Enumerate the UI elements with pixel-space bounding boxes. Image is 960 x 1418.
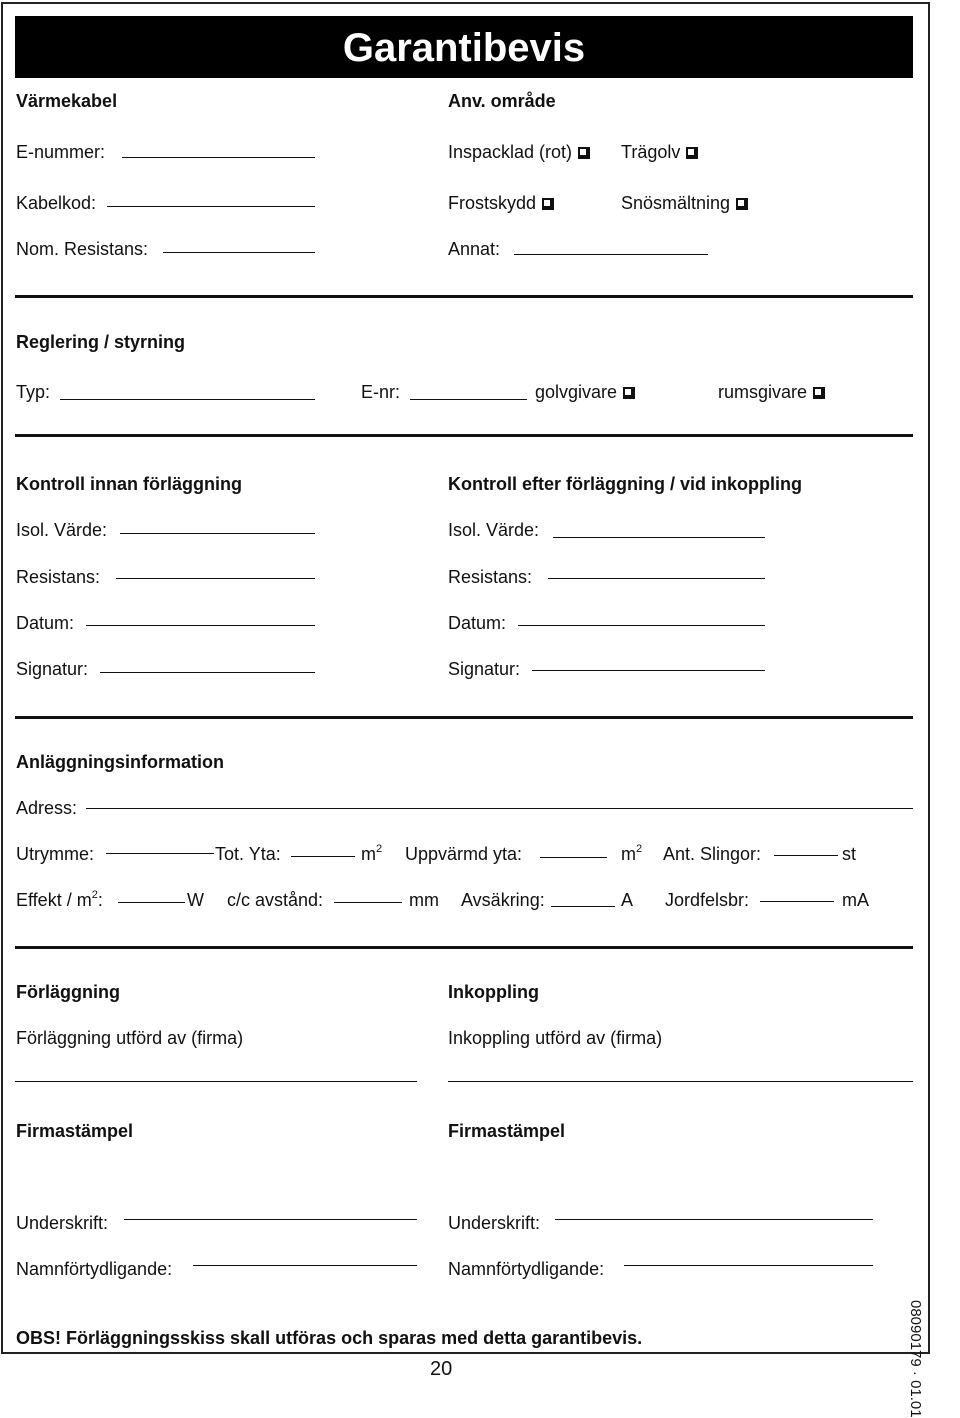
unit-exponent: 2 bbox=[376, 843, 383, 855]
typ-label: Typ: bbox=[16, 382, 51, 402]
checkbox-icon[interactable] bbox=[578, 147, 590, 159]
document-code: 08090179 · 01.01 bbox=[907, 1300, 924, 1418]
adress-field[interactable] bbox=[86, 808, 913, 809]
e-number-field[interactable] bbox=[122, 157, 315, 158]
section-divider bbox=[15, 946, 913, 949]
laying-signature-label: Underskrift: bbox=[16, 1213, 109, 1233]
cable-heading: Värmekabel bbox=[16, 91, 118, 111]
laying-by-field[interactable] bbox=[15, 1081, 417, 1082]
check-after-datum-label: Datum: bbox=[448, 613, 507, 633]
adress-label: Adress: bbox=[16, 798, 78, 818]
option-golvgivare[interactable] bbox=[535, 381, 635, 403]
jordfelsbr-label: Jordfelsbr: bbox=[665, 890, 750, 910]
annat-label: Annat: bbox=[448, 239, 501, 259]
utrymme-label: Utrymme: bbox=[16, 844, 94, 864]
connection-by-field[interactable] bbox=[448, 1081, 913, 1082]
option-tragolv[interactable] bbox=[621, 141, 698, 163]
check-before-resistans-label: Resistans: bbox=[16, 567, 101, 587]
option-rumsgivare[interactable] bbox=[718, 381, 825, 403]
check-after-resistans-field[interactable] bbox=[548, 578, 765, 579]
checkbox-icon[interactable] bbox=[542, 198, 554, 210]
check-before-isol-field[interactable] bbox=[120, 533, 315, 534]
option-frostskydd[interactable] bbox=[448, 192, 554, 214]
check-after-resistans-label: Resistans: bbox=[448, 567, 533, 587]
unit-m: m bbox=[361, 844, 376, 864]
unit-exponent: 2 bbox=[91, 889, 98, 901]
connection-by-label: Inkoppling utförd av (firma) bbox=[448, 1028, 663, 1048]
slingor-field[interactable] bbox=[774, 855, 838, 856]
effekt-unit: W bbox=[187, 890, 204, 910]
jordfelsbr-field[interactable] bbox=[760, 901, 834, 902]
option-frostskydd-label: Frostskydd bbox=[448, 193, 537, 213]
avsakring-field[interactable] bbox=[551, 906, 615, 907]
annat-field[interactable] bbox=[514, 254, 708, 255]
option-inspacklad[interactable] bbox=[448, 141, 590, 163]
cc-label: c/c avstånd: bbox=[227, 890, 324, 910]
page-title: Garantibevis bbox=[342, 26, 586, 70]
laying-signature-field[interactable] bbox=[124, 1219, 417, 1220]
tot-yta-field[interactable] bbox=[291, 856, 355, 857]
control-heading: Reglering / styrning bbox=[16, 332, 186, 352]
utrymme-field[interactable] bbox=[106, 853, 214, 854]
uppvarmd-unit bbox=[621, 843, 642, 865]
avsakring-label: Avsäkring: bbox=[461, 890, 545, 910]
uppvarmd-field[interactable] bbox=[540, 857, 607, 858]
unit-exponent: 2 bbox=[636, 843, 643, 855]
e-number-label: E-nummer: bbox=[16, 142, 106, 162]
connection-name-label: Namnförtydligande: bbox=[448, 1259, 605, 1279]
check-after-heading: Kontroll efter förläggning / vid inkoppling bbox=[448, 474, 802, 494]
checkbox-icon[interactable] bbox=[686, 147, 698, 159]
check-before-datum-field[interactable] bbox=[86, 625, 315, 626]
cable-code-field[interactable] bbox=[107, 206, 315, 207]
slingor-label: Ant. Slingor: bbox=[663, 844, 762, 864]
option-snosmaltning-label: Snösmältning bbox=[621, 193, 731, 213]
section-divider bbox=[15, 716, 913, 719]
connection-name-field[interactable] bbox=[624, 1265, 873, 1266]
check-before-resistans-field[interactable] bbox=[116, 578, 315, 579]
check-after-datum-field[interactable] bbox=[518, 625, 765, 626]
check-before-signatur-label: Signatur: bbox=[16, 659, 89, 679]
section-divider bbox=[15, 434, 913, 437]
check-after-signatur-field[interactable] bbox=[532, 670, 765, 671]
unit-m: m bbox=[621, 844, 636, 864]
checkbox-icon[interactable] bbox=[813, 387, 825, 399]
connection-heading: Inkoppling bbox=[448, 982, 539, 1002]
enr-label: E-nr: bbox=[361, 382, 401, 402]
jordfelsbr-unit: mA bbox=[842, 890, 869, 910]
page-number: 20 bbox=[430, 1358, 453, 1380]
nom-resistance-field[interactable] bbox=[163, 252, 315, 253]
nom-resistance-label: Nom. Resistans: bbox=[16, 239, 149, 259]
tot-yta-label: Tot. Yta: bbox=[215, 844, 281, 864]
check-after-signatur-label: Signatur: bbox=[448, 659, 521, 679]
connection-signature-label: Underskrift: bbox=[448, 1213, 541, 1233]
laying-name-field[interactable] bbox=[193, 1265, 417, 1266]
cc-field[interactable] bbox=[334, 902, 402, 903]
title-bar bbox=[15, 16, 913, 78]
cc-unit: mm bbox=[409, 890, 439, 910]
check-before-heading: Kontroll innan förläggning bbox=[16, 474, 242, 494]
effekt-colon: : bbox=[97, 890, 103, 910]
connection-signature-field[interactable] bbox=[555, 1219, 873, 1220]
connection-stamp-label: Firmastämpel bbox=[448, 1121, 566, 1141]
enr-field[interactable] bbox=[410, 399, 527, 400]
avsakring-unit: A bbox=[621, 890, 634, 910]
typ-field[interactable] bbox=[60, 399, 315, 400]
section-divider bbox=[15, 295, 913, 298]
slingor-unit: st bbox=[842, 844, 857, 864]
option-rumsgivare-label: rumsgivare bbox=[718, 382, 808, 402]
option-golvgivare-label: golvgivare bbox=[535, 382, 618, 402]
check-before-datum-label: Datum: bbox=[16, 613, 75, 633]
uppvarmd-label: Uppvärmd yta: bbox=[405, 844, 523, 864]
laying-name-label: Namnförtydligande: bbox=[16, 1259, 173, 1279]
checkbox-icon[interactable] bbox=[736, 198, 748, 210]
check-before-isol-label: Isol. Värde: bbox=[16, 520, 108, 540]
tot-yta-unit bbox=[361, 843, 382, 865]
effekt-text: Effekt / m bbox=[16, 890, 92, 910]
cable-code-label: Kabelkod: bbox=[16, 193, 97, 213]
check-after-isol-field[interactable] bbox=[553, 537, 765, 538]
laying-heading: Förläggning bbox=[16, 982, 120, 1002]
effekt-field[interactable] bbox=[118, 902, 185, 903]
install-heading: Anläggningsinformation bbox=[16, 752, 224, 772]
check-after-isol-label: Isol. Värde: bbox=[448, 520, 540, 540]
laying-stamp-label: Firmastämpel bbox=[16, 1121, 134, 1141]
option-snosmaltning[interactable] bbox=[621, 192, 748, 214]
option-inspacklad-label: Inspacklad (rot) bbox=[448, 142, 573, 162]
option-tragolv-label: Trägolv bbox=[621, 142, 681, 162]
checkbox-icon[interactable] bbox=[623, 387, 635, 399]
usage-heading: Anv. område bbox=[448, 91, 556, 111]
obs-note: OBS! Förläggningsskiss skall utföras och sparas med detta garantibevis. bbox=[16, 1328, 643, 1348]
check-before-signatur-field[interactable] bbox=[100, 672, 315, 673]
effekt-label bbox=[16, 889, 103, 911]
laying-by-label: Förläggning utförd av (firma) bbox=[16, 1028, 244, 1048]
